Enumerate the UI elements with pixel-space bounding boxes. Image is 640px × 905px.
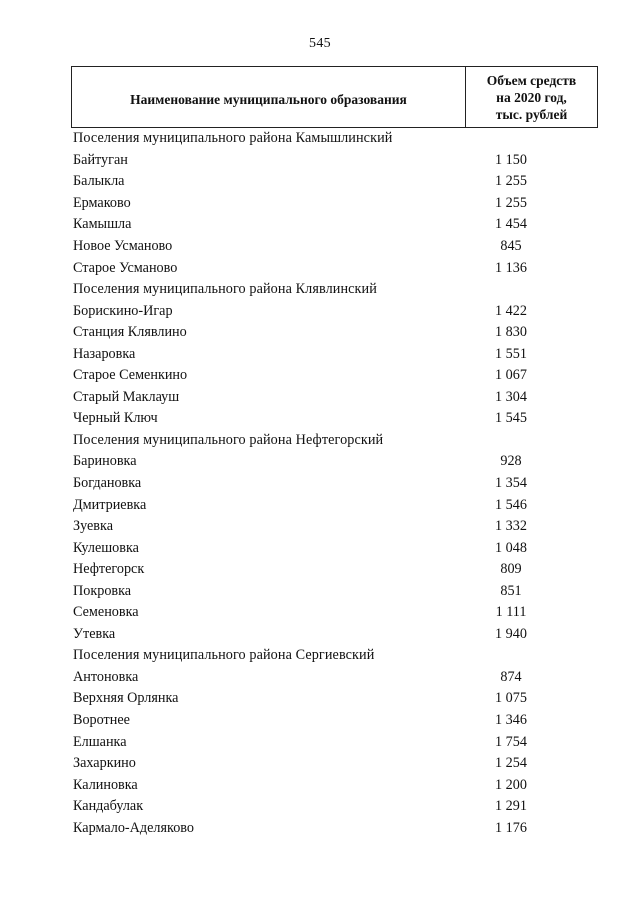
table-row: [73, 214, 573, 236]
table-row: [73, 580, 573, 602]
amount-value: 1 754: [495, 733, 527, 750]
amount-value: 1 546: [495, 496, 527, 513]
table-row: [73, 257, 573, 279]
settlement-name: Антоновка: [73, 668, 139, 685]
settlement-name: Байтуган: [73, 151, 128, 168]
table-row: [73, 602, 573, 624]
column-header-amount-line: Объем средств: [486, 72, 577, 88]
settlement-name: Воротнее: [73, 712, 130, 729]
settlement-name: Зуевка: [73, 518, 113, 535]
settlement-name: Старое Семенкино: [73, 367, 188, 384]
settlement-name: Кармало-Аделяково: [73, 819, 194, 836]
amount-value: 1 454: [495, 216, 527, 233]
table-row: [73, 193, 573, 215]
amount-value: 809: [500, 561, 522, 578]
settlement-name: Кандабулак: [73, 798, 144, 815]
table-row: [73, 559, 573, 581]
settlement-name: Захаркино: [73, 755, 136, 772]
table-row: [73, 387, 573, 409]
amount-value: 1 254: [495, 755, 527, 772]
amount-value: 1 940: [495, 625, 527, 642]
settlement-name: Борискино-Игар: [73, 302, 173, 319]
table-row: [73, 667, 573, 689]
settlement-name: Нефтегорск: [73, 561, 145, 578]
table-row: [73, 300, 573, 322]
settlement-name: Старое Усманово: [73, 259, 178, 276]
settlement-name: Елшанка: [73, 733, 127, 750]
settlement-name: Новое Усманово: [73, 238, 173, 254]
amount-value: 1 551: [495, 345, 527, 362]
amount-value: 1 354: [495, 475, 527, 492]
amount-value: 1 067: [495, 367, 527, 384]
settlement-name: Старый Маклауш: [73, 388, 180, 405]
table-row: [73, 322, 573, 344]
settlement-name: Черный Ключ: [73, 410, 158, 427]
settlement-name: Дмитриевка: [73, 496, 147, 513]
table-row: [73, 473, 573, 495]
settlement-name: Бариновка: [73, 453, 137, 470]
table-row: [73, 710, 573, 732]
amount-value: 1 422: [495, 302, 527, 319]
column-header-amount: [466, 67, 597, 127]
amount-value: 1 176: [495, 819, 527, 836]
settlement-name: Ермаково: [73, 194, 131, 211]
amount-value: 928: [500, 453, 522, 470]
column-header-amount-line: на 2020 год,: [496, 89, 567, 105]
settlement-name: Богдановка: [73, 475, 142, 492]
group-heading: Поселения муниципального района Сергиевский: [73, 647, 375, 664]
table-row: [73, 537, 573, 559]
page-number: 545: [309, 36, 331, 51]
settlement-name: Кулешовка: [73, 539, 139, 556]
table-row: [73, 365, 573, 387]
settlement-name: Камышла: [73, 216, 132, 233]
amount-value: 1 545: [495, 410, 527, 427]
table-row: [73, 774, 573, 796]
table-row: [73, 494, 573, 516]
amount-value: 1 332: [495, 518, 527, 535]
amount-value: 1 255: [495, 173, 527, 190]
settlement-name: Станция Клявлино: [73, 324, 187, 341]
table-row: [73, 451, 573, 473]
group-heading-row: [73, 128, 573, 150]
settlement-name: Утевка: [73, 625, 116, 642]
settlement-name: Назаровка: [73, 345, 136, 362]
settlement-name: Верхняя Орлянка: [73, 690, 179, 707]
amount-value: 851: [500, 582, 522, 599]
table-row: [73, 236, 573, 258]
group-heading: Поселения муниципального района Камышлинский: [73, 130, 393, 147]
amount-value: 1 304: [495, 388, 527, 405]
table-row: [73, 150, 573, 172]
amount-value: 1 291: [495, 798, 527, 815]
amount-value: 1 136: [495, 259, 527, 276]
amount-value: 1 346: [495, 712, 527, 729]
amount-value: 1 200: [495, 776, 527, 793]
table-row: [73, 408, 573, 430]
amount-value: 1 048: [495, 539, 527, 556]
amount-value: 874: [500, 668, 522, 685]
group-heading-row: [73, 430, 573, 452]
amount-value: 1 111: [495, 604, 527, 621]
table-row: [73, 753, 573, 775]
amount-value: 1 150: [495, 151, 527, 168]
column-header-name: Наименование муниципального образования: [72, 67, 466, 127]
column-header-amount-line: тыс. рублей: [495, 106, 568, 122]
table-row: [73, 516, 573, 538]
settlement-name: Семеновка: [73, 604, 139, 621]
group-heading: Поселения муниципального района Клявлинский: [73, 281, 377, 298]
table-row: [73, 688, 573, 710]
table-row: [73, 731, 573, 753]
amount-value: 1 255: [495, 194, 527, 211]
amount-value: 1 075: [495, 690, 527, 707]
table-body: [73, 128, 573, 839]
group-heading: Поселения муниципального района Нефтегорский: [73, 431, 384, 448]
amount-value: 1 830: [495, 324, 527, 341]
table-header: [71, 66, 598, 128]
group-heading-row: [73, 645, 573, 667]
table-row: [73, 624, 573, 646]
settlement-name: Калиновка: [73, 776, 138, 793]
table-row: [73, 818, 573, 840]
table-row: [73, 343, 573, 365]
settlement-name: Покровка: [73, 582, 132, 599]
settlement-name: Балыкла: [73, 173, 125, 190]
amount-value: 845: [500, 238, 522, 254]
table-row: [73, 796, 573, 818]
table-row: [73, 171, 573, 193]
group-heading-row: [73, 279, 573, 301]
